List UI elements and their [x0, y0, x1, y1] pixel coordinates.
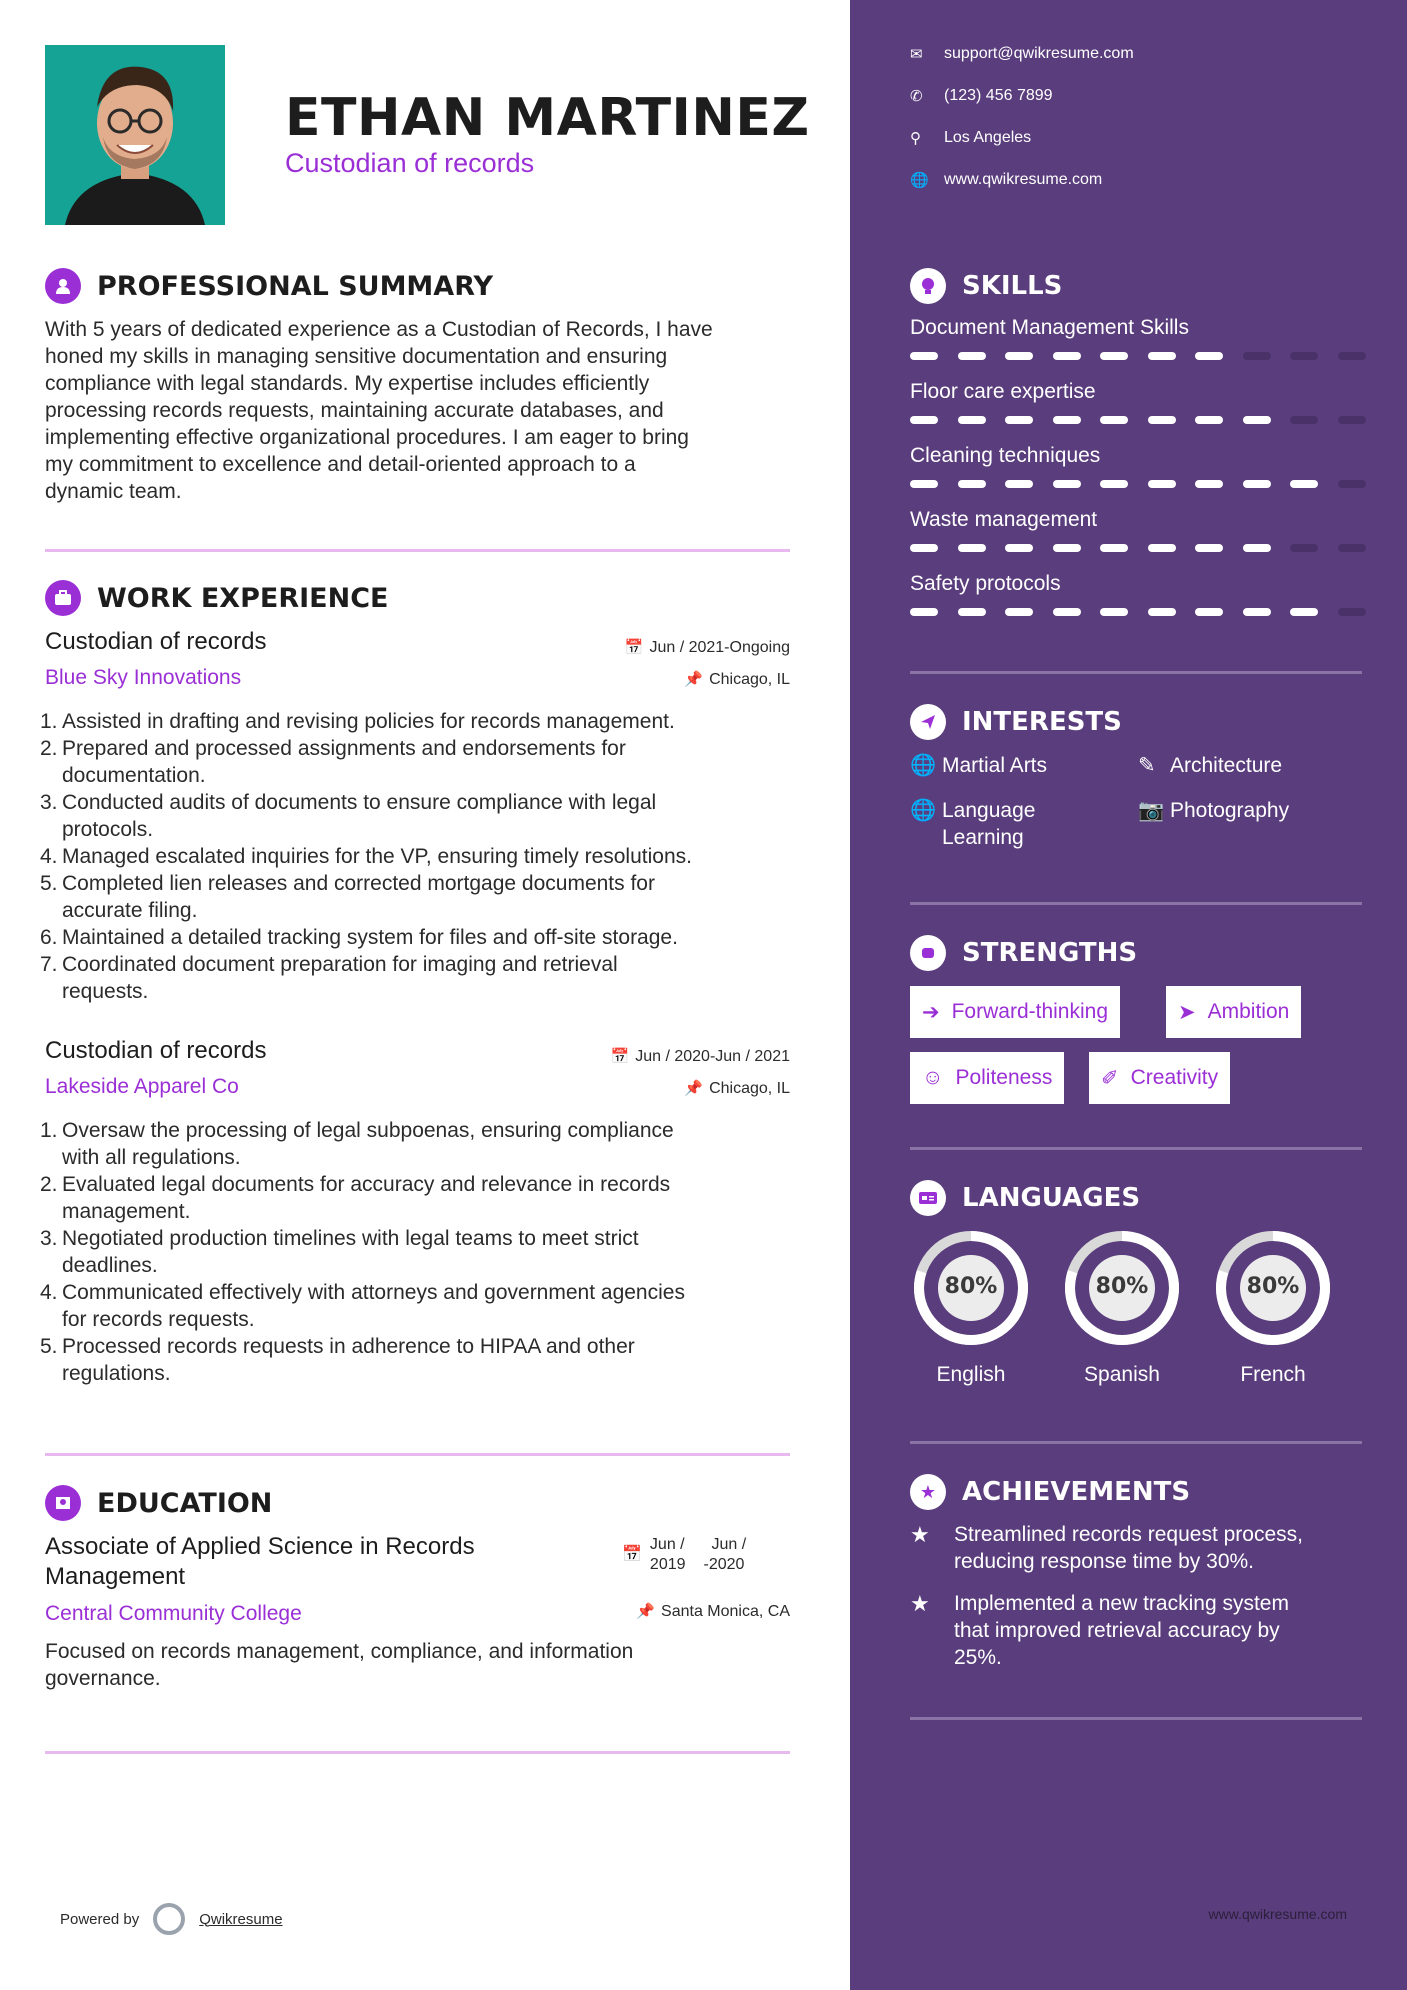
language-percent: 80% — [1095, 1274, 1149, 1299]
skill-dash-empty — [1290, 544, 1318, 552]
list-item: 1. Oversaw the processing of legal subpoenas, ensuring compliance with all regulations. — [40, 1119, 674, 1169]
strength-tag: ☺ Politeness — [910, 1052, 1064, 1104]
strengths-title: STRENGTHS — [962, 938, 1138, 968]
briefcase-icon — [45, 580, 81, 616]
skill-item — [910, 508, 1370, 532]
skill-dash-filled — [910, 608, 938, 616]
school-name: Central Community College — [45, 1602, 302, 1625]
skill-name: Cleaning techniques — [910, 444, 1101, 467]
envelope-icon: ✉ — [910, 46, 923, 63]
skill-level-bar — [910, 416, 1362, 424]
interests-title: INTERESTS — [962, 707, 1122, 737]
interest-item: 🌐 Language Learning — [910, 799, 1036, 849]
job-location-text: Chicago, IL — [709, 1080, 790, 1097]
skill-dash-filled — [1243, 416, 1271, 424]
fist-icon — [910, 935, 946, 971]
skill-dash-filled — [958, 544, 986, 552]
skill-dash-filled — [958, 416, 986, 424]
skill-dash-empty — [1243, 352, 1271, 360]
summary-line: With 5 years of dedicated experience as a Custodian of Records, I have — [45, 318, 713, 341]
skill-name: Safety protocols — [910, 572, 1061, 595]
candidate-name: ETHAN MARTINEZ — [285, 88, 810, 148]
profile-photo — [45, 45, 225, 225]
skills-heading — [910, 268, 1062, 304]
interest-item: ✎ Architecture — [1138, 754, 1283, 777]
calendar-icon: 📅 — [624, 639, 644, 656]
edu-start: Jun / 2019 — [649, 1536, 686, 1573]
calendar-icon: 📅 — [610, 1048, 630, 1065]
skill-item — [910, 316, 1370, 340]
divider — [910, 671, 1362, 674]
job-title: Custodian of records — [45, 628, 267, 655]
skills-title: SKILLS — [962, 271, 1063, 301]
skill-dash-empty — [1290, 416, 1318, 424]
education-description: Focused on records management, compliance, and information governance. — [45, 1640, 634, 1690]
skill-dash-filled — [958, 480, 986, 488]
achievements-heading — [910, 1474, 1190, 1510]
skill-dash-filled — [1005, 608, 1033, 616]
skill-dash-filled — [1005, 416, 1033, 424]
list-item: 4. Communicated effectively with attorneys and government agencies for records requests. — [40, 1281, 685, 1331]
skill-item — [910, 380, 1370, 404]
skill-dash-filled — [1195, 608, 1223, 616]
job-location — [684, 1079, 790, 1098]
globe-icon: 🌐 — [910, 799, 937, 822]
star-icon: ★ — [910, 1591, 930, 1616]
skill-dash-filled — [1290, 608, 1318, 616]
skill-dash-filled — [1195, 544, 1223, 552]
skill-dash-filled — [1195, 480, 1223, 488]
job-company: Lakeside Apparel Co — [45, 1075, 239, 1098]
list-item: 2. Evaluated legal documents for accuracy and relevance in records management. — [40, 1173, 671, 1223]
globe-icon: 🌐 — [910, 754, 937, 777]
website-link[interactable]: www.qwikresume.com — [944, 171, 1103, 188]
language-item — [1061, 1227, 1183, 1386]
globe-icon: 🌐 — [910, 172, 929, 189]
contact-phone — [910, 87, 1053, 105]
skill-dash-filled — [1243, 480, 1271, 488]
language-item — [1212, 1227, 1334, 1386]
strength-tag: ➔ Forward-thinking — [910, 986, 1120, 1038]
edu-end: Jun / -2020 — [703, 1536, 747, 1573]
summary-line: dynamic team. — [45, 480, 182, 503]
languages-title: LANGUAGES — [962, 1183, 1141, 1213]
interest-item: 🌐 Martial Arts — [910, 754, 1048, 777]
user-icon — [45, 268, 81, 304]
qwikresume-logo-icon — [153, 1903, 185, 1935]
strength-tag: ➤ Ambition — [1166, 986, 1301, 1038]
star-icon: ★ — [910, 1522, 930, 1547]
degree-line: Associate of Applied Science in Records — [45, 1533, 475, 1560]
skill-dash-filled — [1053, 544, 1081, 552]
skill-name: Waste management — [910, 508, 1098, 531]
skill-dash-filled — [1005, 352, 1033, 360]
skill-dash-filled — [1243, 608, 1271, 616]
achievement-item: ★ Implemented a new tracking system that improved retrieval accuracy by 25%. — [910, 1591, 1289, 1669]
rocket-icon: ➤ — [1178, 1000, 1196, 1024]
summary-line: honed my skills in managing sensitive documentation and ensuring — [45, 345, 668, 368]
summary-line: compliance with legal standards. My expertise includes efficiently — [45, 372, 650, 395]
job-duties-list — [40, 1117, 800, 1387]
divider — [45, 1751, 790, 1754]
degree-line: Management — [45, 1563, 186, 1590]
strength-tag: ✐ Creativity — [1089, 1052, 1230, 1104]
skill-dash-empty — [1338, 480, 1366, 488]
skill-level-bar — [910, 608, 1362, 616]
interest-item: 📷 Photography — [1138, 799, 1290, 822]
skill-dash-filled — [958, 608, 986, 616]
skill-dash-empty — [1338, 544, 1366, 552]
list-item: 3. Negotiated production timelines with legal teams to meet strict deadlines. — [40, 1227, 639, 1277]
footer-powered-by — [60, 1903, 283, 1935]
star-badge-icon: ★ — [910, 1474, 946, 1510]
list-item: 4. Managed escalated inquiries for the VP, ensuring timely resolutions. — [40, 845, 692, 868]
list-item: 7. Coordinated document preparation for imaging and retrieval requests. — [40, 953, 618, 1003]
summary-line: implementing effective organizational procedures. I am eager to bring — [45, 426, 689, 449]
skill-dash-filled — [910, 352, 938, 360]
lightbulb-icon — [910, 268, 946, 304]
skill-dash-filled — [1100, 352, 1128, 360]
skill-dash-filled — [1148, 480, 1176, 488]
skill-dash-filled — [1053, 352, 1081, 360]
divider — [910, 1441, 1362, 1444]
interests-heading — [910, 704, 1122, 740]
skill-dash-filled — [1148, 608, 1176, 616]
job-date — [625, 638, 790, 657]
education-heading — [45, 1485, 272, 1521]
skill-dash-filled — [910, 416, 938, 424]
skill-dash-filled — [1243, 544, 1271, 552]
skill-dash-filled — [1148, 416, 1176, 424]
language-name: Spanish — [1084, 1363, 1160, 1386]
skill-item — [910, 444, 1370, 468]
achievement-item: ★ Streamlined records request process, reducing response time by 30%. — [910, 1522, 1303, 1573]
phone-link[interactable]: (123) 456 7899 — [944, 87, 1053, 104]
summary-title: PROFESSIONAL SUMMARY — [97, 270, 494, 302]
skill-dash-filled — [958, 352, 986, 360]
map-pin-icon: ⚲ — [910, 130, 921, 147]
powered-by-text: Powered by — [60, 1910, 140, 1928]
summary-text — [45, 316, 790, 505]
job-date-text: Jun / 2021-Ongoing — [649, 639, 790, 656]
skill-dash-filled — [910, 480, 938, 488]
list-item: 6. Maintained a detailed tracking system for files and off-site storage. — [40, 926, 678, 949]
skill-level-bar — [910, 480, 1362, 488]
skill-dash-filled — [1195, 352, 1223, 360]
divider — [45, 549, 790, 552]
divider — [910, 1147, 1362, 1150]
skill-dash-filled — [1100, 544, 1128, 552]
ruler-icon: ✎ — [1138, 754, 1156, 777]
skill-dash-filled — [1005, 480, 1033, 488]
skill-dash-empty — [1338, 416, 1366, 424]
email-link[interactable]: support@qwikresume.com — [944, 45, 1134, 62]
skill-name: Document Management Skills — [910, 316, 1189, 339]
skill-level-bar — [910, 352, 1362, 360]
achievements-title: ACHIEVEMENTS — [962, 1477, 1191, 1507]
language-name: English — [936, 1363, 1006, 1386]
skill-dash-filled — [1148, 544, 1176, 552]
language-name: French — [1240, 1363, 1306, 1386]
pin-icon: 📌 — [684, 1080, 704, 1097]
language-percent: 80% — [944, 1274, 998, 1299]
location-text: Los Angeles — [944, 129, 1032, 146]
divider — [910, 1717, 1362, 1720]
job-date-text: Jun / 2020-Jun / 2021 — [635, 1048, 790, 1065]
job-location — [684, 670, 790, 689]
skill-dash-filled — [1148, 352, 1176, 360]
list-item: 5. Completed lien releases and corrected mortgage documents for accurate filing. — [40, 872, 655, 922]
skill-dash-empty — [1290, 352, 1318, 360]
language-icon — [910, 1180, 946, 1216]
education-location — [636, 1602, 790, 1621]
skill-dash-empty — [1338, 608, 1366, 616]
skill-item — [910, 572, 1370, 596]
skill-dash-empty — [1338, 352, 1366, 360]
skill-dash-filled — [1290, 480, 1318, 488]
skill-dash-filled — [1100, 416, 1128, 424]
summary-heading — [45, 268, 493, 304]
degree-title — [45, 1532, 475, 1592]
skill-level-bar — [910, 544, 1362, 552]
contact-email — [910, 45, 1134, 63]
list-item: 1. Assisted in drafting and revising policies for records management. — [40, 710, 675, 733]
candidate-role: Custodian of records — [285, 148, 535, 178]
sidebar — [850, 0, 1407, 1990]
job-location-text: Chicago, IL — [709, 671, 790, 688]
education-dates — [622, 1535, 746, 1575]
education-location-text: Santa Monica, CA — [661, 1603, 790, 1620]
brush-icon: ✐ — [1101, 1066, 1119, 1090]
strengths-heading — [910, 935, 1137, 971]
contact-website — [910, 171, 1102, 189]
graduation-icon — [45, 1485, 81, 1521]
smile-icon: ☺ — [922, 1066, 944, 1089]
footer-website[interactable]: www.qwikresume.com — [1208, 1906, 1347, 1922]
skill-dash-filled — [1005, 544, 1033, 552]
pin-icon: 📌 — [684, 671, 704, 688]
job-duties-list — [40, 708, 800, 1005]
experience-title: WORK EXPERIENCE — [97, 582, 389, 614]
skill-dash-filled — [1100, 608, 1128, 616]
education-title: EDUCATION — [97, 1487, 273, 1519]
job-title: Custodian of records — [45, 1037, 267, 1064]
skill-name: Floor care expertise — [910, 380, 1096, 403]
divider — [45, 1453, 790, 1456]
camera-icon: 📷 — [1138, 799, 1165, 822]
skill-dash-filled — [910, 544, 938, 552]
skill-dash-filled — [1053, 416, 1081, 424]
list-item: 5. Processed records requests in adherence to HIPAA and other regulations. — [40, 1335, 635, 1385]
languages-heading — [910, 1180, 1140, 1216]
list-item: 2. Prepared and processed assignments and endorsements for documentation. — [40, 737, 626, 787]
contact-location — [910, 129, 1031, 147]
skill-dash-filled — [1053, 480, 1081, 488]
language-item — [910, 1227, 1032, 1386]
skill-dash-filled — [1195, 416, 1223, 424]
language-percent: 80% — [1246, 1274, 1300, 1299]
summary-line: my commitment to excellence and detail-oriented approach to a — [45, 453, 636, 476]
brand-link[interactable]: Qwikresume — [199, 1910, 283, 1928]
experience-heading — [45, 580, 388, 616]
paper-plane-icon — [910, 704, 946, 740]
summary-line: processing records requests, maintaining accurate databases, and — [45, 399, 664, 422]
skill-dash-filled — [1100, 480, 1128, 488]
divider — [910, 902, 1362, 905]
calendar-icon: 📅 — [622, 1546, 642, 1563]
arrow-right-icon: ➔ — [922, 1000, 940, 1024]
skill-dash-filled — [1053, 608, 1081, 616]
pin-icon: 📌 — [636, 1603, 656, 1620]
job-date — [611, 1047, 790, 1066]
list-item: 3. Conducted audits of documents to ensure compliance with legal protocols. — [40, 791, 657, 841]
job-company: Blue Sky Innovations — [45, 666, 242, 689]
phone-icon: ✆ — [910, 88, 923, 105]
